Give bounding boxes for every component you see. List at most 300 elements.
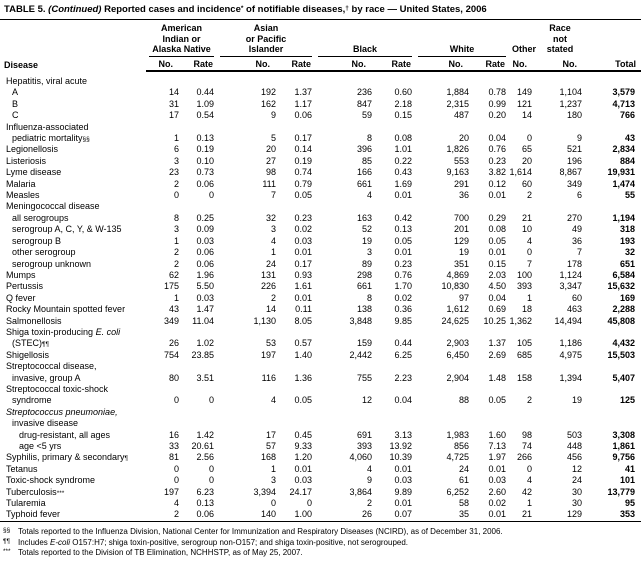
cell-black-rate: 13.92 xyxy=(389,441,413,451)
cell-api-no: 3 xyxy=(271,475,277,486)
cell-other-no: 20 xyxy=(522,155,533,166)
cell-aian-no: 2 xyxy=(146,509,182,521)
cell-api-no: 111 xyxy=(262,178,277,189)
cell-white-no: 201 xyxy=(453,224,470,235)
disease-label: Tularemia xyxy=(6,498,46,509)
table-row xyxy=(0,475,641,486)
cell-aian-no: 349 xyxy=(163,315,179,326)
cell-api-rate: 0.03 xyxy=(294,475,313,486)
cell-api-no: 116 xyxy=(261,372,277,383)
table-row xyxy=(0,144,641,155)
cell-black-no: 847 xyxy=(356,98,373,109)
cell-other-no: 1 xyxy=(527,498,533,509)
cell-white-rate: 2.03 xyxy=(488,269,507,280)
cell-white-no: 97 xyxy=(459,292,470,303)
cell-white-rate: 0.15 xyxy=(488,258,507,269)
cell-white-no: 20 xyxy=(459,133,470,144)
cell-white-no: 2,315 xyxy=(446,98,470,109)
cell-aian-no: 23 xyxy=(168,167,179,178)
cell-aian-rate: 0.19 xyxy=(196,144,215,155)
cell-aian-rate: 0.06 xyxy=(196,178,215,189)
cell-api-rate: 1.37 xyxy=(294,87,313,98)
cell-black-rate: 0.07 xyxy=(375,509,415,521)
cell-api-no: 14 xyxy=(266,304,277,315)
cell-aian-rate: 0.44 xyxy=(196,87,215,98)
col-header-white-rate: Rate xyxy=(472,57,509,72)
cell-api-rate: 0.17 xyxy=(294,258,313,269)
cell-aian-rate: 1.09 xyxy=(196,98,215,109)
cell-aian-rate: 0.25 xyxy=(196,212,215,223)
cell-race-not-stated-no: 180 xyxy=(566,110,583,121)
cell-api-no: 27 xyxy=(266,155,277,166)
table-row xyxy=(0,487,641,498)
cell-race-not-stated-no: 129 xyxy=(535,509,585,521)
cell-api-rate: 8.05 xyxy=(294,315,313,326)
cell-black-rate: 1.70 xyxy=(394,281,413,292)
cell-api-no: 17 xyxy=(266,429,277,440)
cell-race-not-stated-no: 60 xyxy=(572,292,583,303)
cell-white-no: 1,884 xyxy=(446,87,470,98)
cell-other-no: 1,362 xyxy=(509,315,533,326)
cell-black-rate: 0.76 xyxy=(394,269,413,280)
cell-aian-rate: 0.03 xyxy=(196,235,215,246)
table-row xyxy=(0,304,641,315)
cell-white-rate: 0.29 xyxy=(488,212,507,223)
disease-label: Listeriosis xyxy=(6,155,47,166)
cell-black-rate: 0.36 xyxy=(394,304,413,315)
cell-other-no: 266 xyxy=(516,452,533,463)
cell-race-not-stated-no: 3,347 xyxy=(559,281,583,292)
table-row xyxy=(0,190,641,201)
table-row xyxy=(0,395,641,406)
cell-white-no: 700 xyxy=(453,212,470,223)
cell-white-no: 553 xyxy=(453,155,470,166)
cell-white-rate: 1.37 xyxy=(488,338,507,349)
col-header-api-rate: Rate xyxy=(279,57,315,72)
cell-race-not-stated-no: 503 xyxy=(566,429,583,440)
cell-aian-no: 14 xyxy=(168,87,179,98)
col-group-race-not-stated: Race not stated xyxy=(546,23,574,54)
col-group-black: Black xyxy=(315,20,415,57)
cell-race-not-stated-no: 196 xyxy=(566,155,583,166)
cell-race-not-stated-no: 30 xyxy=(572,498,583,509)
cell-api-no: 2 xyxy=(271,292,277,303)
cell-total: 3,579 xyxy=(612,87,636,98)
cell-total: 13,779 xyxy=(607,486,636,497)
cell-aian-no: 754 xyxy=(163,349,179,360)
cell-api-no: 3 xyxy=(271,224,277,235)
cell-race-not-stated-no: 1,124 xyxy=(559,269,583,280)
cell-other-no: 158 xyxy=(516,372,533,383)
cell-aian-rate: 0 xyxy=(209,463,215,474)
cell-total: 9,756 xyxy=(612,452,636,463)
cell-aian-no: 0 xyxy=(173,475,179,486)
cell-aian-no: 33 xyxy=(168,441,179,451)
col-group-white: White xyxy=(415,20,509,57)
cell-black-no: 393 xyxy=(356,441,373,451)
cell-total: 884 xyxy=(619,155,636,166)
cell-api-no: 131 xyxy=(260,269,277,280)
table-row xyxy=(0,156,641,167)
cell-black-rate: 0.42 xyxy=(394,212,413,223)
cell-other-no: 7 xyxy=(527,258,533,269)
cell-black-no: 52 xyxy=(362,224,373,235)
disease-label: pediatric mortality§§ xyxy=(12,133,90,144)
cell-white-rate: 1.60 xyxy=(488,429,507,440)
table-body xyxy=(0,71,641,521)
cell-total: 15,503 xyxy=(607,349,636,360)
cell-race-not-stated-no: 270 xyxy=(566,212,583,223)
cell-white-no: 351 xyxy=(453,258,470,269)
cell-aian-no: 1 xyxy=(173,133,179,144)
cell-api-rate: 0.17 xyxy=(294,133,313,144)
cell-black-no: 89 xyxy=(362,258,373,269)
cell-api-no: 4 xyxy=(271,235,277,246)
table-title xyxy=(0,4,641,17)
cell-black-no: 59 xyxy=(362,110,373,121)
cell-white-no: 36 xyxy=(459,190,470,201)
disease-label: Streptococcal toxic-shock xyxy=(6,383,109,394)
table-row xyxy=(0,509,641,521)
cell-black-no: 163 xyxy=(356,212,373,223)
cell-white-no: 88 xyxy=(459,395,470,406)
col-header-black-no: No. xyxy=(315,57,375,72)
cell-white-rate: 0.08 xyxy=(488,224,507,235)
section-row xyxy=(0,407,641,418)
cell-aian-no: 2 xyxy=(173,258,179,269)
cell-aian-no: 3 xyxy=(173,224,179,235)
cell-other-no: 42 xyxy=(522,486,533,497)
table-row xyxy=(0,498,641,509)
cell-white-rate: 0.02 xyxy=(488,498,507,509)
cell-total: 101 xyxy=(619,475,636,486)
cell-total: 55 xyxy=(625,190,636,201)
cell-black-no: 159 xyxy=(356,338,373,349)
cell-white-rate: 0.04 xyxy=(488,133,507,144)
cell-black-no: 3 xyxy=(367,247,373,258)
disease-label: Tuberculosis*** xyxy=(6,486,65,497)
cell-white-rate: 0.01 xyxy=(488,463,507,474)
cell-aian-rate: 0 xyxy=(209,190,215,201)
cell-api-no: 3,394 xyxy=(253,486,277,497)
cell-white-rate: 2.60 xyxy=(488,486,507,497)
cell-white-rate: 1.48 xyxy=(488,372,507,383)
cell-total: 2,834 xyxy=(612,144,636,155)
cell-aian-rate: 0.13 xyxy=(196,498,215,509)
cell-aian-rate: 0 xyxy=(209,475,215,486)
disease-label: C xyxy=(12,110,19,121)
cell-total: 651 xyxy=(619,258,636,269)
cell-total: 353 xyxy=(585,509,641,521)
cell-black-rate: 0.01 xyxy=(394,498,413,509)
cell-total: 41 xyxy=(625,463,636,474)
col-group-asian-pacific-islander: Asian or Pacific Islander xyxy=(217,20,315,57)
cell-other-no: 393 xyxy=(516,281,533,292)
footnote-text: Totals reported to the Influenza Division, National Center for Immunization and Respiratory Diseases (NCIRD), as of December 31, 2006. xyxy=(18,526,503,536)
cell-race-not-stated-no: 30 xyxy=(572,486,583,497)
cell-total: 193 xyxy=(619,235,636,246)
cell-total: 169 xyxy=(619,292,636,303)
disease-label: other serogroup xyxy=(12,247,76,258)
cell-total: 766 xyxy=(619,110,636,121)
table-row xyxy=(0,293,641,304)
cell-white-rate: 4.50 xyxy=(488,281,507,292)
cell-white-no: 24 xyxy=(459,463,470,474)
cell-api-rate: 0.74 xyxy=(294,167,313,178)
cell-black-no: 4,060 xyxy=(349,452,373,463)
cell-other-no: 10 xyxy=(522,224,533,235)
cell-aian-rate: 0.54 xyxy=(196,110,215,121)
cell-other-no: 0 xyxy=(527,463,533,474)
table-row xyxy=(0,441,641,452)
cell-race-not-stated-no: 49 xyxy=(572,224,583,235)
cell-total: 3,308 xyxy=(612,429,636,440)
cell-aian-no: 81 xyxy=(168,452,179,463)
cell-other-no: 4 xyxy=(527,475,533,486)
table-row xyxy=(0,213,641,224)
cell-aian-no: 1 xyxy=(173,235,179,246)
cell-white-rate: 0.99 xyxy=(488,98,507,109)
cell-aian-rate: 0.06 xyxy=(196,247,215,258)
cell-other-no: 121 xyxy=(516,98,533,109)
col-group-american-indian-alaska-native: American Indian or Alaska Native xyxy=(146,20,217,57)
title-prefix: TABLE 5. xyxy=(4,4,49,15)
cell-black-no: 4 xyxy=(367,190,373,201)
cell-white-no: 61 xyxy=(459,475,470,486)
disease-label: Syphilis, primary & secondary¶ xyxy=(6,452,129,463)
footnote-text: Includes E-coli O157:H7; shiga toxin-positive, serogroup non-O157; and shiga toxin-positive, not serogrouped. xyxy=(18,537,409,547)
cell-black-no: 691 xyxy=(356,429,373,440)
cell-white-no: 1,826 xyxy=(446,144,470,155)
cell-aian-no: 197 xyxy=(163,486,179,497)
cell-black-rate: 3.13 xyxy=(394,429,413,440)
cell-white-rate: 0.04 xyxy=(488,292,507,303)
disease-label: Shigellosis xyxy=(6,349,50,360)
disease-label: Streptococcus pneumoniae, xyxy=(6,406,118,417)
footnote xyxy=(0,548,641,559)
cell-black-rate: 0.08 xyxy=(394,133,413,144)
cell-white-rate: 0.03 xyxy=(488,475,507,486)
cell-race-not-stated-no: 521 xyxy=(566,144,583,155)
cell-black-rate: 0.44 xyxy=(394,338,413,349)
disease-label: Influenza-associated xyxy=(6,121,89,132)
cell-white-rate: 10.25 xyxy=(483,315,507,326)
col-header-api-no: No. xyxy=(217,57,279,72)
cell-white-no: 35 xyxy=(415,509,472,521)
disease-label: Salmonellosis xyxy=(6,315,62,326)
table-row xyxy=(0,236,641,247)
cell-black-rate: 0.22 xyxy=(394,155,413,166)
cell-aian-no: 4 xyxy=(173,498,179,509)
cell-white-no: 856 xyxy=(453,441,470,451)
footnote xyxy=(0,527,641,538)
cell-api-no: 162 xyxy=(260,98,277,109)
footnote-marker: §§ xyxy=(3,526,11,534)
cell-api-rate: 0.01 xyxy=(294,247,313,258)
disease-label: invasive, group A xyxy=(12,372,81,383)
disease-label: Mumps xyxy=(6,269,36,280)
cell-aian-no: 16 xyxy=(168,429,179,440)
cell-aian-rate: 6.23 xyxy=(196,486,215,497)
col-header-aian-no: No. xyxy=(146,57,182,72)
table-header xyxy=(0,20,641,71)
cell-api-no: 0 xyxy=(271,498,277,509)
empty-cells xyxy=(146,122,641,133)
cell-total: 1,194 xyxy=(612,212,636,223)
cell-white-rate: 3.82 xyxy=(488,167,507,178)
table-row xyxy=(0,87,641,98)
cell-other-no: 685 xyxy=(516,349,533,360)
cell-white-no: 2,903 xyxy=(446,338,470,349)
disease-label: Measles xyxy=(6,190,40,201)
col-header-other-no: No. xyxy=(509,57,535,72)
cell-api-rate: 0.93 xyxy=(294,269,313,280)
cell-race-not-stated-no: 463 xyxy=(566,304,583,315)
cell-api-rate: 1.17 xyxy=(294,98,313,109)
cell-black-no: 138 xyxy=(356,304,373,315)
section-row xyxy=(0,418,641,429)
cell-other-no: 149 xyxy=(516,87,533,98)
cell-black-no: 755 xyxy=(356,372,373,383)
empty-cells xyxy=(146,71,641,87)
table-row xyxy=(0,224,641,235)
cell-race-not-stated-no: 24 xyxy=(572,475,583,486)
cell-aian-no: 6 xyxy=(173,144,179,155)
cell-aian-rate: 23.85 xyxy=(191,349,215,360)
cell-aian-rate: 20.61 xyxy=(191,441,215,451)
cell-race-not-stated-no: 1,394 xyxy=(559,372,583,383)
cell-api-rate: 0.23 xyxy=(294,212,313,223)
empty-cells xyxy=(146,407,641,418)
table-row xyxy=(0,110,641,121)
cell-aian-rate: 1.42 xyxy=(196,429,215,440)
cell-race-not-stated-no: 448 xyxy=(566,441,583,451)
cell-black-rate: 2.18 xyxy=(394,98,413,109)
empty-cells xyxy=(146,327,641,338)
disease-label: Streptococcal disease, xyxy=(6,361,97,372)
cell-total: 45,808 xyxy=(607,315,636,326)
disease-label: A xyxy=(12,87,19,98)
table-row xyxy=(0,373,641,384)
cell-other-no: 60 xyxy=(522,178,533,189)
disease-label: serogroup B xyxy=(12,235,62,246)
cell-aian-rate: 11.04 xyxy=(192,315,215,326)
cell-white-rate: 0.78 xyxy=(488,87,507,98)
cell-white-rate: 0.20 xyxy=(488,110,507,121)
cell-aian-no: 1 xyxy=(173,292,179,303)
cell-api-no: 24 xyxy=(266,258,277,269)
cell-white-rate: 0.01 xyxy=(488,190,507,201)
cell-api-no: 192 xyxy=(260,87,277,98)
cell-black-no: 236 xyxy=(356,87,373,98)
asterisk-footnote-marker: * xyxy=(240,4,244,12)
table-row xyxy=(0,247,641,258)
cell-aian-no: 17 xyxy=(168,110,179,121)
cell-total: 5,407 xyxy=(612,372,636,383)
cell-api-no: 32 xyxy=(266,212,277,223)
cell-race-not-stated-no: 12 xyxy=(572,463,583,474)
cell-white-rate: 0.12 xyxy=(488,178,507,189)
section-row xyxy=(0,361,641,372)
cell-aian-rate: 0.06 xyxy=(182,509,217,521)
cell-api-rate: 1.40 xyxy=(294,349,313,360)
cell-race-not-stated-no: 19 xyxy=(572,395,583,406)
cell-white-rate: 0.76 xyxy=(488,144,507,155)
cell-black-rate: 0.01 xyxy=(394,463,413,474)
cell-black-no: 166 xyxy=(356,167,373,178)
table-row xyxy=(0,179,641,190)
cell-white-rate: 0.01 xyxy=(488,247,507,258)
cell-black-no: 3,864 xyxy=(349,486,373,497)
cell-black-rate: 1.69 xyxy=(394,178,413,189)
cell-total: 95 xyxy=(625,498,636,509)
cell-aian-no: 0 xyxy=(173,190,179,201)
cell-white-no: 6,252 xyxy=(446,486,470,497)
cell-other-no: 98 xyxy=(522,429,533,440)
section-row xyxy=(0,71,641,87)
cell-race-not-stated-no: 1,186 xyxy=(559,338,583,349)
cell-api-rate: 9.33 xyxy=(294,441,313,451)
disease-column-header: Disease xyxy=(4,59,39,70)
cell-black-no: 19 xyxy=(362,235,373,246)
cell-other-no: 1 xyxy=(527,292,533,303)
cell-race-not-stated-no: 178 xyxy=(566,258,583,269)
cell-aian-rate: 3.51 xyxy=(196,372,215,383)
cell-white-no: 291 xyxy=(453,178,470,189)
cell-other-no: 74 xyxy=(522,441,533,451)
cell-aian-rate: 0.03 xyxy=(196,292,215,303)
cell-black-rate: 0.60 xyxy=(394,87,413,98)
cell-black-rate: 0.15 xyxy=(394,110,413,121)
table-row xyxy=(0,350,641,361)
disease-label: Rocky Mountain spotted fever xyxy=(6,304,126,315)
col-header-total: Total xyxy=(585,20,641,71)
disease-label: B xyxy=(12,98,19,109)
footnotes xyxy=(0,527,641,559)
cell-api-no: 226 xyxy=(260,281,277,292)
cell-white-rate: 0.01 xyxy=(472,509,509,521)
cell-api-rate: 1.36 xyxy=(294,372,313,383)
cell-race-not-stated-no: 6 xyxy=(577,190,583,201)
cell-black-no: 2 xyxy=(367,498,373,509)
cell-api-rate: 0.57 xyxy=(294,338,313,349)
cell-black-no: 9 xyxy=(367,475,373,486)
cell-aian-no: 8 xyxy=(173,212,179,223)
cell-other-no: 21 xyxy=(509,509,535,521)
cell-other-no: 21 xyxy=(522,212,533,223)
cell-api-no: 98 xyxy=(266,167,277,178)
cell-api-rate: 24.17 xyxy=(289,486,313,497)
cell-white-no: 4,869 xyxy=(446,269,470,280)
cell-other-no: 105 xyxy=(516,338,533,349)
cell-total: 1,474 xyxy=(612,178,636,189)
cell-white-rate: 2.69 xyxy=(488,349,507,360)
cell-white-rate: 0.69 xyxy=(488,304,507,315)
cell-api-rate: 1.00 xyxy=(279,509,315,521)
cell-api-no: 140 xyxy=(217,509,279,521)
cell-api-no: 20 xyxy=(266,144,277,155)
cell-white-rate: 0.23 xyxy=(488,155,507,166)
cell-white-no: 129 xyxy=(453,235,470,246)
cell-other-no: 100 xyxy=(516,269,533,280)
cell-white-rate: 7.13 xyxy=(488,441,507,451)
cell-other-no: 4 xyxy=(527,235,533,246)
disease-label: invasive disease xyxy=(12,418,79,429)
cell-black-rate: 0.01 xyxy=(394,190,413,201)
cell-black-no: 8 xyxy=(367,133,373,144)
disease-label: Shiga toxin-producing E. coli xyxy=(6,326,121,337)
cell-other-no: 0 xyxy=(527,247,533,258)
